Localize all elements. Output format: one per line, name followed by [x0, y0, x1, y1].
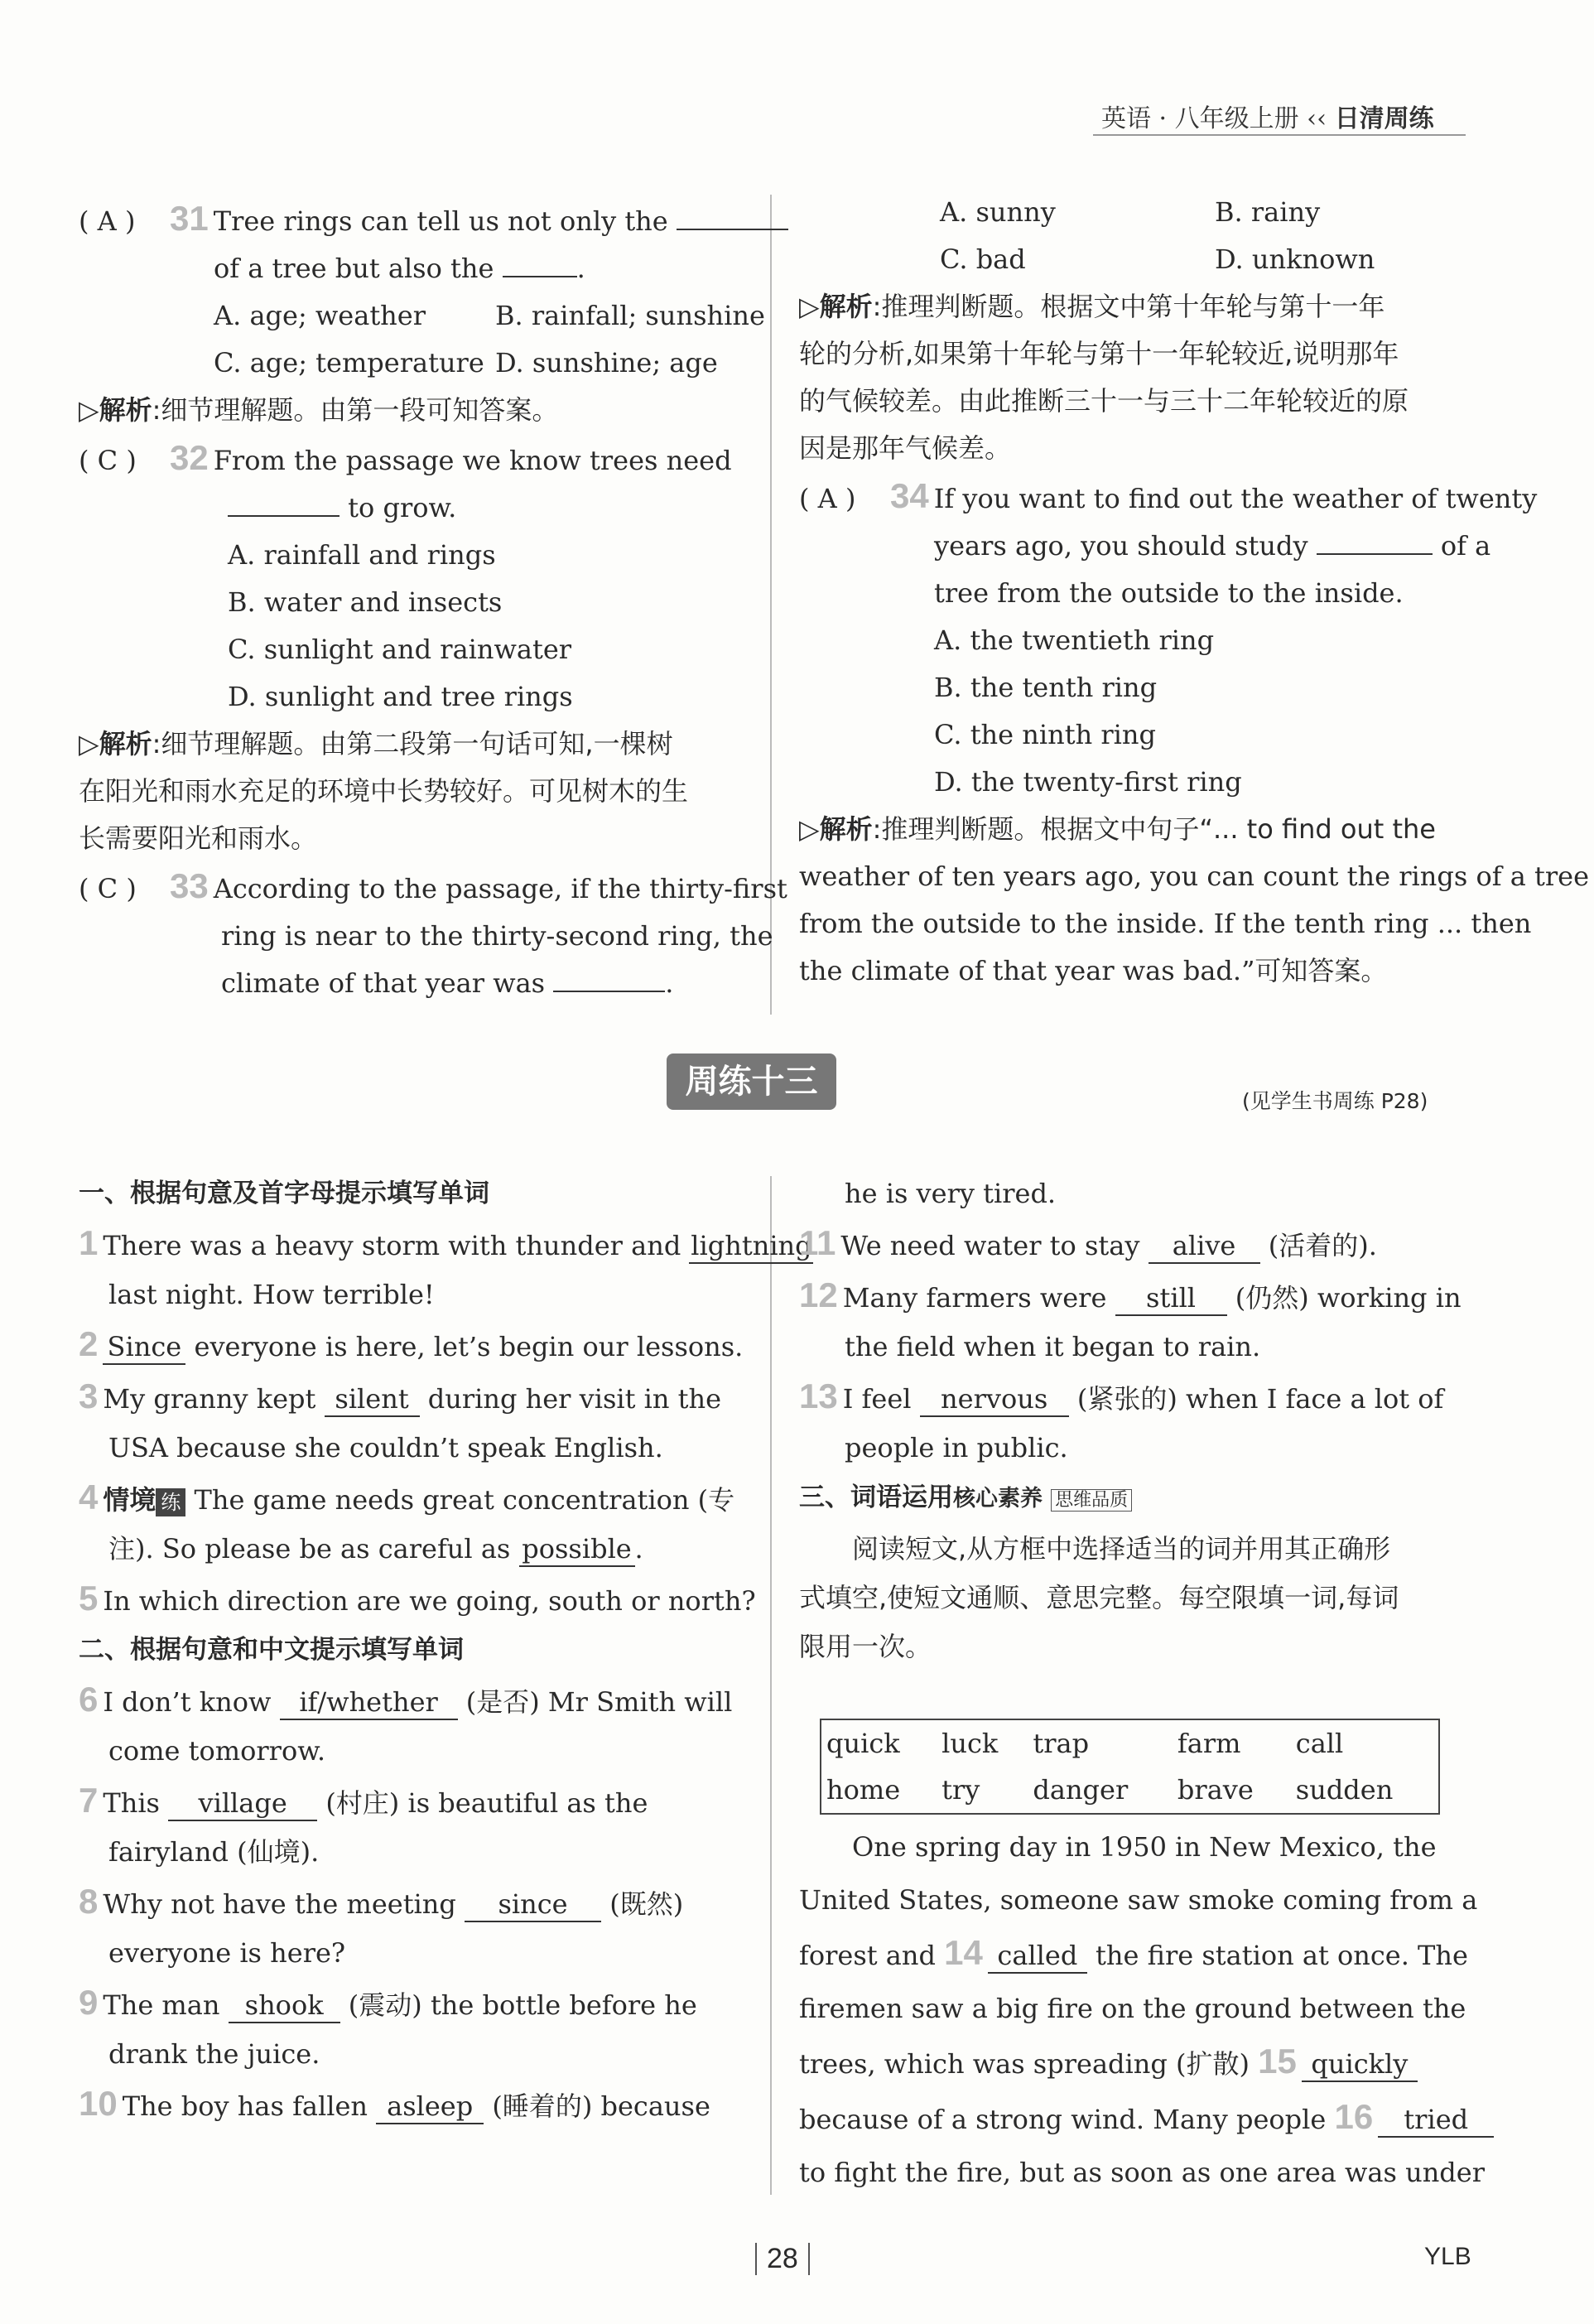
left-top-column	[79, 195, 787, 1007]
q31-options-ab: A. age; weather B. rainfall; sunshine	[214, 300, 765, 331]
q32-option-b: B. water and insects	[228, 586, 503, 618]
q8-answer: since	[465, 1888, 601, 1922]
section3-intro-3: 限用一次。	[799, 1631, 932, 1662]
q34-option-b: B. the tenth ring	[934, 672, 1158, 703]
q32-option-c: C. sunlight and rainwater	[228, 634, 572, 665]
q2-line1: 2 Since everyone is here, let’s begin our lessons.	[79, 1324, 744, 1363]
q7-answer: village	[168, 1786, 317, 1821]
q31-options-cd: C. age; temperature D. sunshine; age	[214, 347, 718, 378]
word-cell: danger	[1033, 1774, 1129, 1806]
q32-blank	[228, 515, 340, 517]
q33-line1: ( C ) 33 According to the passage, if the thirty-first	[79, 866, 787, 905]
q1-line1: 1 There was a heavy storm with thunder and lightning	[79, 1223, 812, 1262]
q13-line2: people in public.	[845, 1432, 1068, 1463]
right-bottom-column	[799, 1169, 1470, 1671]
q33-explanation-2: 轮的分析,如果第十年轮与第十一年轮较近,说明那年	[799, 338, 1399, 369]
word-cell: luck	[941, 1728, 999, 1759]
word-box-row	[821, 1720, 1438, 1767]
q10-line1: 10 The boy has fallen asleep (睡着的) because	[79, 2084, 710, 2123]
q12-line1: 12 Many farmers were still (仍然) working in	[799, 1275, 1462, 1314]
q9-line2: drank the juice.	[108, 2038, 320, 2070]
q9-line1: 9 The man shook (震动) the bottle before he	[79, 1983, 697, 2022]
q12-line2: the field when it began to rain.	[845, 1331, 1261, 1362]
q3-line2: USA because she couldn’t speak English.	[108, 1432, 663, 1463]
q10-answer: asleep	[376, 2090, 484, 2124]
q1-answer: lightning	[689, 1229, 813, 1264]
q34-explanation-2: weather of ten years ago, you can count the rings of a tree	[799, 861, 1589, 892]
q8-line1: 8 Why not have the meeting since (既然)	[79, 1882, 684, 1921]
student-book-reference: (见学生书周练 P28)	[1242, 1089, 1428, 1113]
header-rule	[1093, 134, 1466, 136]
passage-line: firemen saw a big fire on the ground between the	[799, 1993, 1466, 2024]
q32-explanation-1: ▷解析:细节理解题。由第二段第一句话可知,一棵树	[79, 728, 673, 759]
q31-line2: of a tree but also the .	[214, 253, 585, 284]
section1-title: 一、根据句意及首字母提示填写单词	[79, 1179, 489, 1208]
q12-answer: still	[1115, 1281, 1227, 1316]
q6-answer: if/whether	[280, 1685, 458, 1720]
q3-line1: 3 My granny kept silent during her visit in the	[79, 1377, 722, 1415]
word-cell: try	[941, 1774, 980, 1806]
q33-line2: ring is near to the thirty-second ring, the	[221, 920, 773, 952]
q34-blank	[1317, 553, 1433, 555]
q32-option-d: D. sunlight and tree rings	[228, 681, 573, 712]
passage-line: trees, which was spreading (扩散) 15 quickly	[799, 2035, 1470, 2090]
passage-line: United States, someone saw smoke coming from a	[799, 1884, 1478, 1916]
q1-line2: last night. How terrible!	[108, 1279, 435, 1310]
q34-option-d: D. the twenty-first ring	[934, 766, 1242, 798]
q4-line2: 注). So please be as careful as possible .	[79, 1525, 754, 1574]
q32-option-a: A. rainfall and rings	[228, 539, 496, 571]
blank-15-answer: quickly	[1302, 2047, 1418, 2082]
q10-line2: he is very tired.	[845, 1178, 1057, 1209]
header-arrow-icon: ‹‹	[1307, 104, 1335, 133]
blank-16-answer: tried	[1378, 2103, 1494, 2138]
q32-explanation-3: 长需要阳光和雨水。	[79, 822, 318, 854]
passage-line: to fight the fire, but as soon as one area was under	[799, 2157, 1486, 2188]
q32-line1: ( C ) 32 From the passage we know trees need	[79, 438, 732, 477]
section3-intro-1: 阅读短文,从方框中选择适当的词并用其正确形	[852, 1533, 1391, 1565]
section2-title: 二、根据句意和中文提示填写单词	[79, 1635, 464, 1665]
header-subject: 英语 · 八年级上册	[1101, 104, 1299, 133]
q4-answer: possible	[519, 1532, 635, 1567]
q33-blank	[553, 991, 665, 992]
q34-line1: ( A ) 34 If you want to find out the weather of twenty	[799, 476, 1538, 515]
passage-line: because of a strong wind. Many people 16 tried	[799, 2090, 1470, 2146]
page-number: 28	[755, 2243, 810, 2275]
q32-explanation-2: 在阳光和雨水充足的环境中长势较好。可见树木的生	[79, 775, 689, 807]
q33-options-cd: C. bad D. unknown	[940, 243, 1375, 275]
word-cell: home	[826, 1774, 901, 1806]
q33-explanation-1: ▷解析:推理判断题。根据文中第十年轮与第十一年	[799, 291, 1385, 322]
q33-line3: climate of that year was .	[221, 967, 674, 999]
q33-explanation-3: 的气候较差。由此推断三十一与三十二年轮较近的原	[799, 385, 1409, 417]
passage-line: forest and 14 called the fire station at once. The	[799, 1933, 1468, 1972]
q8-line2: everyone is here?	[108, 1937, 346, 1969]
passage	[799, 1820, 1486, 2199]
word-cell: brave	[1177, 1774, 1254, 1806]
column-divider-bottom	[770, 1176, 772, 2195]
q31-blank1	[677, 229, 788, 230]
q11-answer: alive	[1149, 1229, 1260, 1264]
q34-option-a: A. the twentieth ring	[934, 624, 1215, 656]
word-box-row	[821, 1767, 1438, 1813]
q13-line1: 13 I feel nervous (紧张的) when I face a lot of	[799, 1377, 1444, 1415]
section3-intro-2: 式填空,使短文通顺、意思完整。每空限填一词,每词	[799, 1582, 1399, 1613]
q7-line1: 7 This village (村庄) is beautiful as the	[79, 1781, 648, 1820]
q34-line2: years ago, you should study of a	[934, 530, 1491, 562]
q13-answer: nervous	[920, 1382, 1069, 1417]
word-cell: trap	[1033, 1728, 1090, 1759]
q6-line2: come tomorrow.	[108, 1735, 325, 1767]
q5-line1: 5 In which direction are we going, south or north?	[79, 1579, 756, 1618]
q2-answer: Since	[103, 1330, 185, 1365]
q31-blank2	[503, 276, 577, 277]
word-cell: quick	[826, 1728, 900, 1759]
passage-line: One spring day in 1950 in New Mexico, the	[852, 1831, 1437, 1863]
q6-line1: 6 I don’t know if/whether (是否) Mr Smith will	[79, 1680, 733, 1719]
left-bottom-column	[79, 1169, 812, 2131]
q32-line2: to grow.	[79, 485, 754, 532]
q3-answer: silent	[325, 1382, 420, 1417]
blank-14-answer: called	[988, 1939, 1087, 1974]
q34-line3: tree from the outside to the inside.	[934, 577, 1404, 609]
q34-explanation-1: ▷解析:推理判断题。根据文中句子“... to find out the	[799, 813, 1436, 845]
weekly-practice-banner: 周练十三	[667, 1054, 836, 1110]
q34-option-c: C. the ninth ring	[934, 719, 1156, 750]
q11-line1: 11 We need water to stay alive (活着的).	[799, 1223, 1377, 1262]
right-top-column	[799, 189, 1589, 995]
q33-explanation-4: 因是那年气候差。	[799, 432, 1012, 464]
q33-options-ab: A. sunny B. rainy	[940, 196, 1321, 228]
word-cell: sudden	[1295, 1774, 1394, 1806]
footer-code: YLB	[1424, 2243, 1471, 2270]
q34-explanation-4: the climate of that year was bad.”可知答案。	[799, 955, 1388, 986]
header-brand: 日清周练	[1334, 104, 1434, 133]
word-box	[820, 1719, 1440, 1815]
q9-answer: shook	[229, 1989, 340, 2023]
q31-line1: ( A ) 31 Tree rings can tell us not only the	[79, 195, 754, 245]
q31-explanation: ▷解析:细节理解题。由第一段可知答案。	[79, 394, 559, 426]
word-cell: call	[1295, 1728, 1344, 1759]
word-cell: farm	[1177, 1728, 1241, 1759]
section3-title: 三、词语运用核心素养 思维品质	[799, 1473, 1470, 1525]
q34-explanation-3: from the outside to the inside. If the tenth ring ... then	[799, 908, 1532, 939]
q4-line1: 4 情境 练 The game needs great concentration (专	[79, 1478, 735, 1516]
page-header	[1101, 98, 1434, 134]
q7-line2: fairyland (仙境).	[108, 1836, 320, 1868]
